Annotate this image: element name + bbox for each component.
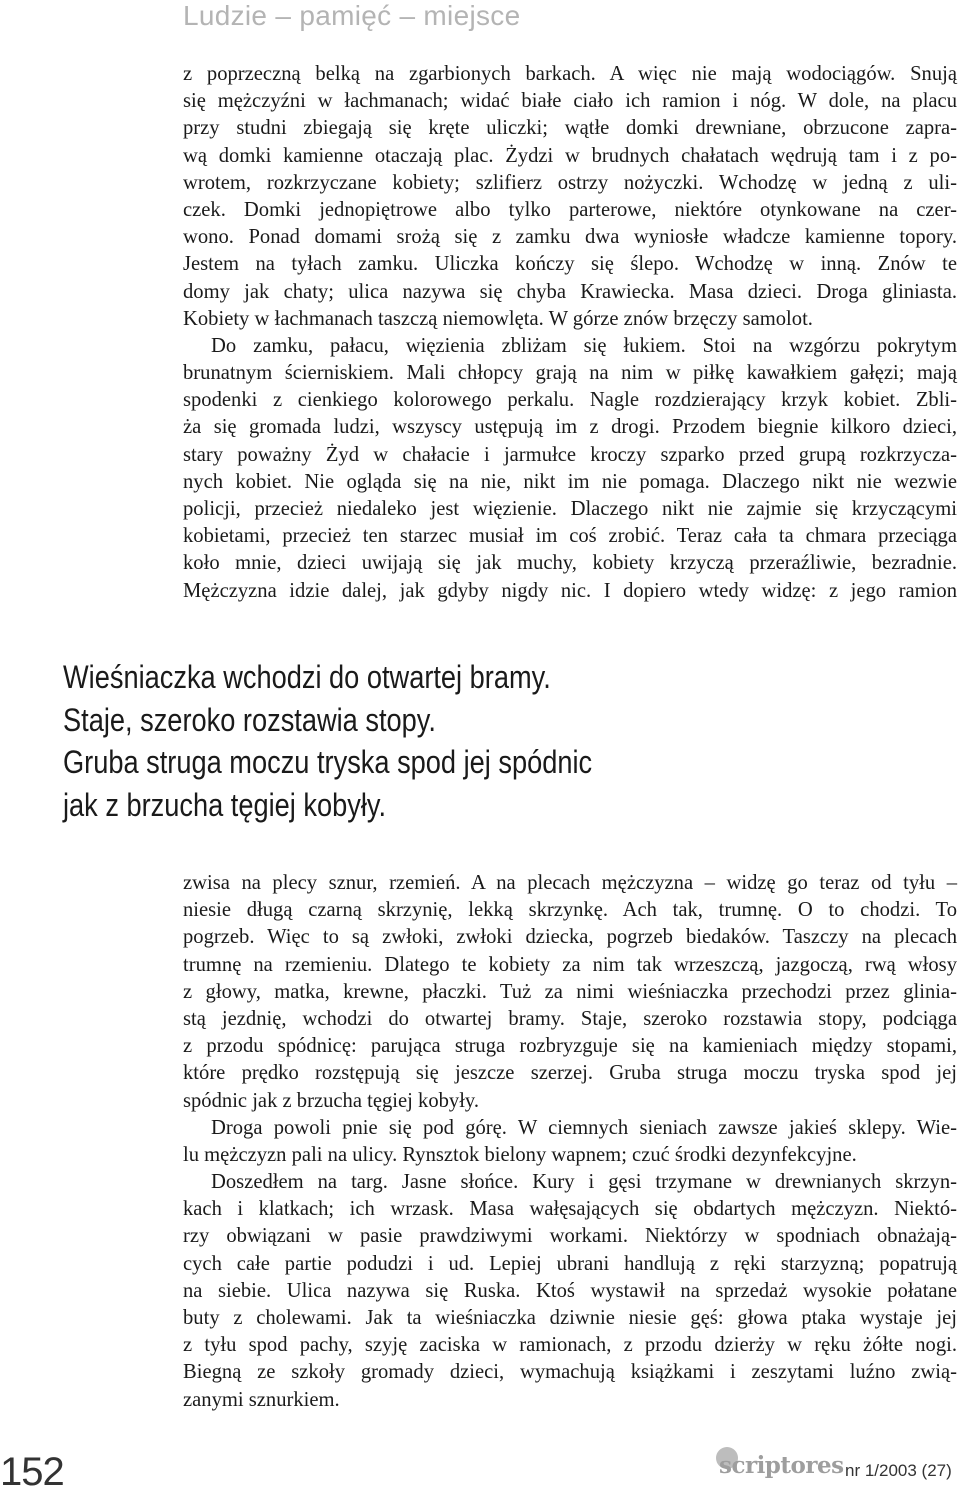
text-line: policji, przecież niedaleko jest więzienie. Dlaczego nikt nie zajmie się krzyczącymi bbox=[183, 498, 957, 520]
pull-quote-line: jak z brzucha tęgiej kobyły. bbox=[63, 786, 387, 823]
text-line: trumnę na rzemieniu. Dlatego te kobiety za nim tak wrzeszczą, jazgoczą, rwą włosy bbox=[183, 953, 957, 976]
text-line: Do zamku, pałacu, więzienia zbliżam się łukiem. Stoi na wzgórzu pokrytym bbox=[211, 334, 957, 357]
text-line: stą jezdnię, wchodzi do otwartej bramy. Staje, szeroko rozstawia stopy, podciąga bbox=[183, 1007, 957, 1030]
text-line: zwisa na plecy sznur, rzemień. A na plecach mężczyzna – widzę go teraz od tyłu – bbox=[183, 872, 957, 894]
pull-quote bbox=[63, 656, 592, 826]
pull-quote-line: Gruba struga moczu tryska spod jej spódnic bbox=[63, 744, 593, 780]
text-line: z poprzeczną belką na zgarbionych barkach. A więc nie mają wodociągów. Snują bbox=[183, 63, 957, 85]
text-line: Doszedłem na targ. Jasne słońce. Kury i gęsi trzymane w drewnianych skrzyn- bbox=[211, 1171, 957, 1194]
text-line: wono. Ponad domami srożą się z zamku dwa wyniosłe władcze kamienne topory. bbox=[183, 226, 957, 249]
text-line: ża się gromada ludzi, wszyscy ustępują im z drogi. Przodem biegnie kilkoro dzieci, bbox=[183, 416, 957, 439]
running-header: Ludzie – pamięć – miejsce bbox=[183, 0, 521, 31]
text-line: pogrzeb. Więc to są zwłoki, zwłoki dziecka, pogrzeb biedaków. Taszczy na plecach bbox=[183, 926, 957, 949]
text-line: wą domki kamienne otaczają plac. Żydzi w brudnych chałatach wędrują tam i z po- bbox=[183, 144, 957, 167]
text-column-top bbox=[183, 61, 957, 605]
text-line: kach i klatkach; ich wrzask. Masa wałęsających się obdartych mężczyzn. Niektó- bbox=[183, 1198, 957, 1221]
text-line: kobietami, przecież ten starzec musiał im coś zrobić. Teraz cała ta chmara przeciąga bbox=[183, 525, 957, 548]
text-line: stary poważny Żyd w chałacie i jarmułce kroczy szparko przed grupą rozkrzycza- bbox=[183, 443, 957, 466]
text-line: spódnic jak z brzucha tęgiej kobyły. bbox=[183, 1089, 480, 1112]
text-line: brunatnym ścierniskiem. Mali chłopcy grają na nim w piłkę kawałkiem gałęzi; mają bbox=[183, 362, 957, 385]
text-line: Biegną ze szkoły gromady dzieci, wymachują książkami i zeszytami luźno zwią- bbox=[183, 1361, 957, 1384]
text-line: cych całe partie podudzi i ud. Lepiej ubrani handlują z ręki starzyzną; popatrują bbox=[183, 1252, 957, 1275]
text-line: rzy obwiązani w pasie prawdziwymi workami. Niektórzy w spodniach obnażają- bbox=[183, 1225, 957, 1248]
text-line: Kobiety w łachmanach taszczą niemowlęta. W górze znów brzęczy samolot. bbox=[183, 307, 813, 330]
text-line: się mężczyźni w łachmanach; widać białe ciało ich ramion i nóg. W dole, na placu bbox=[183, 90, 957, 113]
text-line: na siebie. Ulica nazywa się Ruska. Ktoś wystawił na sprzedaż wysokie połatane bbox=[183, 1279, 957, 1302]
issue-label: nr 1/2003 (27) bbox=[845, 1461, 952, 1480]
text-line: lu mężczyzn pali na ulicy. Rynsztok bielony wapnem; czuć środki dezynfekcyjne. bbox=[183, 1143, 857, 1166]
text-line: nych kobiet. Nie ogląda się na nie, nikt im nie pomaga. Dlaczego nikt nie wezwie bbox=[183, 470, 957, 493]
text-line: czek. Domki jednopiętrowe albo tylko parterowe, niektóre otynkowane na czer- bbox=[183, 198, 957, 221]
text-line: wrotem, rozkrzyczane kobiety; szlifierz ostrzy nożyczki. Wchodzę w jedną z uli- bbox=[183, 171, 957, 194]
pull-quote-line: Wieśniaczka wchodzi do otwartej bramy. bbox=[63, 659, 551, 695]
text-line: z głowy, matka, krewne, płaczki. Tuż za nimi wieśniaczka przechodzi przez glinia- bbox=[183, 980, 957, 1003]
text-line: przy studni zbiegają się kręte uliczki; wątłe domki drewniane, obrzucone zapra- bbox=[183, 117, 957, 140]
text-line: z przodu spódnicę: parująca struga rozbryzguje się na kamieniach między stopami, bbox=[183, 1035, 957, 1058]
text-line: Mężczyzna idzie dalej, jak gdyby nigdy nic. I dopiero wtedy widzę: z jego ramion bbox=[183, 579, 957, 602]
text-line: zanymi sznurkiem. bbox=[183, 1388, 340, 1411]
text-column-bottom bbox=[183, 870, 957, 1414]
scriptores-logo bbox=[716, 1447, 844, 1487]
text-line: które prędko rozstępują się jeszcze szerzej. Gruba struga moczu tryska spod jej bbox=[183, 1062, 957, 1085]
text-line: z tyłu spod pachy, szyję zaciska w ramionach, z przodu dzierży w ręku żółte nogi. bbox=[183, 1334, 957, 1357]
pull-quote-line: Staje, szeroko rozstawia stopy. bbox=[63, 701, 436, 738]
logo-text: scriptores bbox=[719, 1452, 844, 1479]
text-line: spodenki z cienkiego kolorowego perkalu. Nagle rozdzierający krzyk kobiet. Zbli- bbox=[183, 389, 957, 412]
page-number: 152 bbox=[0, 1450, 64, 1494]
text-line: domy jak chaty; ulica nazywa się chyba Krawiecka. Masa dzieci. Droga gliniasta. bbox=[183, 280, 957, 303]
text-line: koło mnie, dzieci uwijają się jak muchy, kobiety krzyczą przeraźliwie, bezradnie. bbox=[183, 552, 957, 575]
text-line: Droga powoli pnie się pod górę. W ciemnych sieniach zawsze jakieś sklepy. Wie- bbox=[211, 1116, 957, 1139]
text-line: Jestem na tyłach zamku. Uliczka kończy się ślepo. Wchodzę w inną. Znów te bbox=[183, 253, 957, 276]
text-line: buty z cholewami. Jak ta wieśniaczka dziwnie niesie gęś: głowa ptaka wystaje jej bbox=[183, 1307, 957, 1329]
text-line: niesie długą czarną skrzynię, lekką skrzynkę. Ach tak, trumnę. O to chodzi. To bbox=[183, 899, 957, 922]
